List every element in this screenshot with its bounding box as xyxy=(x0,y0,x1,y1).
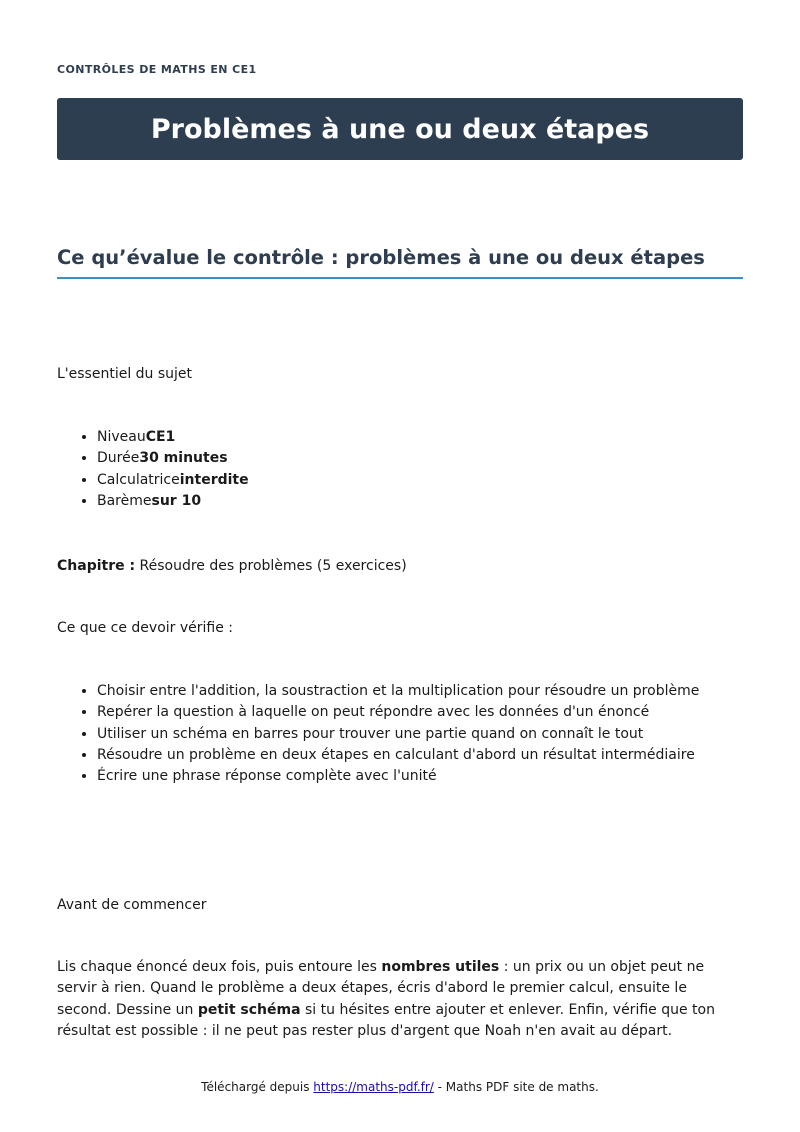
essentials-heading: L'essentiel du sujet xyxy=(57,366,193,382)
checks-list xyxy=(57,681,699,787)
checks-heading: Ce que ce devoir vérifie : xyxy=(57,620,234,636)
page-footer: Téléchargé depuis https://maths-pdf.fr/ - Maths PDF site de maths. xyxy=(201,1080,599,1094)
essentials-list xyxy=(57,427,249,512)
footer-link[interactable]: https://maths-pdf.fr/ xyxy=(313,1080,434,1094)
title-banner xyxy=(57,98,743,160)
list-item: • Calculatriceinterdite xyxy=(97,470,249,491)
chapter-value: Résoudre des problèmes (5 exercices) xyxy=(135,558,407,574)
advice-paragraph: Lis chaque énoncé deux fois, puis entoure les nombres utiles : un prix ou un objet peut ne servir à rien. Quand le problème a deux étapes, écris d'abord le premier calcul, ensuite le second. Dessine un petit schéma si tu hésites entre ajouter et enlever. Enfin, vérifie que ton résultat est possible : il ne peut pas rester plus d'argent que Noah n'en avait au départ. xyxy=(57,959,715,1039)
before-heading: Avant de commencer xyxy=(57,897,207,913)
page-kicker: CONTRÔLES DE MATHS EN CE1 xyxy=(57,63,257,76)
section-title: Ce qu’évalue le contrôle : problèmes à une ou deux étapes xyxy=(57,246,743,279)
page-title: Problèmes à une ou deux étapes xyxy=(150,113,650,145)
list-item: • Repérer la question à laquelle on peut répondre avec les données d'un énoncé xyxy=(97,702,699,723)
chapter-line xyxy=(57,556,407,577)
list-item: • Résoudre un problème en deux étapes en calculant d'abord un résultat intermédiaire xyxy=(97,745,699,766)
list-item: • Barèmesur 10 xyxy=(97,491,249,512)
list-item: • Choisir entre l'addition, la soustraction et la multiplication pour résoudre un problème xyxy=(97,681,699,702)
chapter-label: Chapitre : xyxy=(57,558,136,574)
list-item: • Durée30 minutes xyxy=(97,448,249,469)
list-item: • NiveauCE1 xyxy=(97,427,249,448)
list-item: • Écrire une phrase réponse complète avec l'unité xyxy=(97,766,699,787)
list-item: • Utiliser un schéma en barres pour trouver une partie quand on connaît le tout xyxy=(97,724,699,745)
